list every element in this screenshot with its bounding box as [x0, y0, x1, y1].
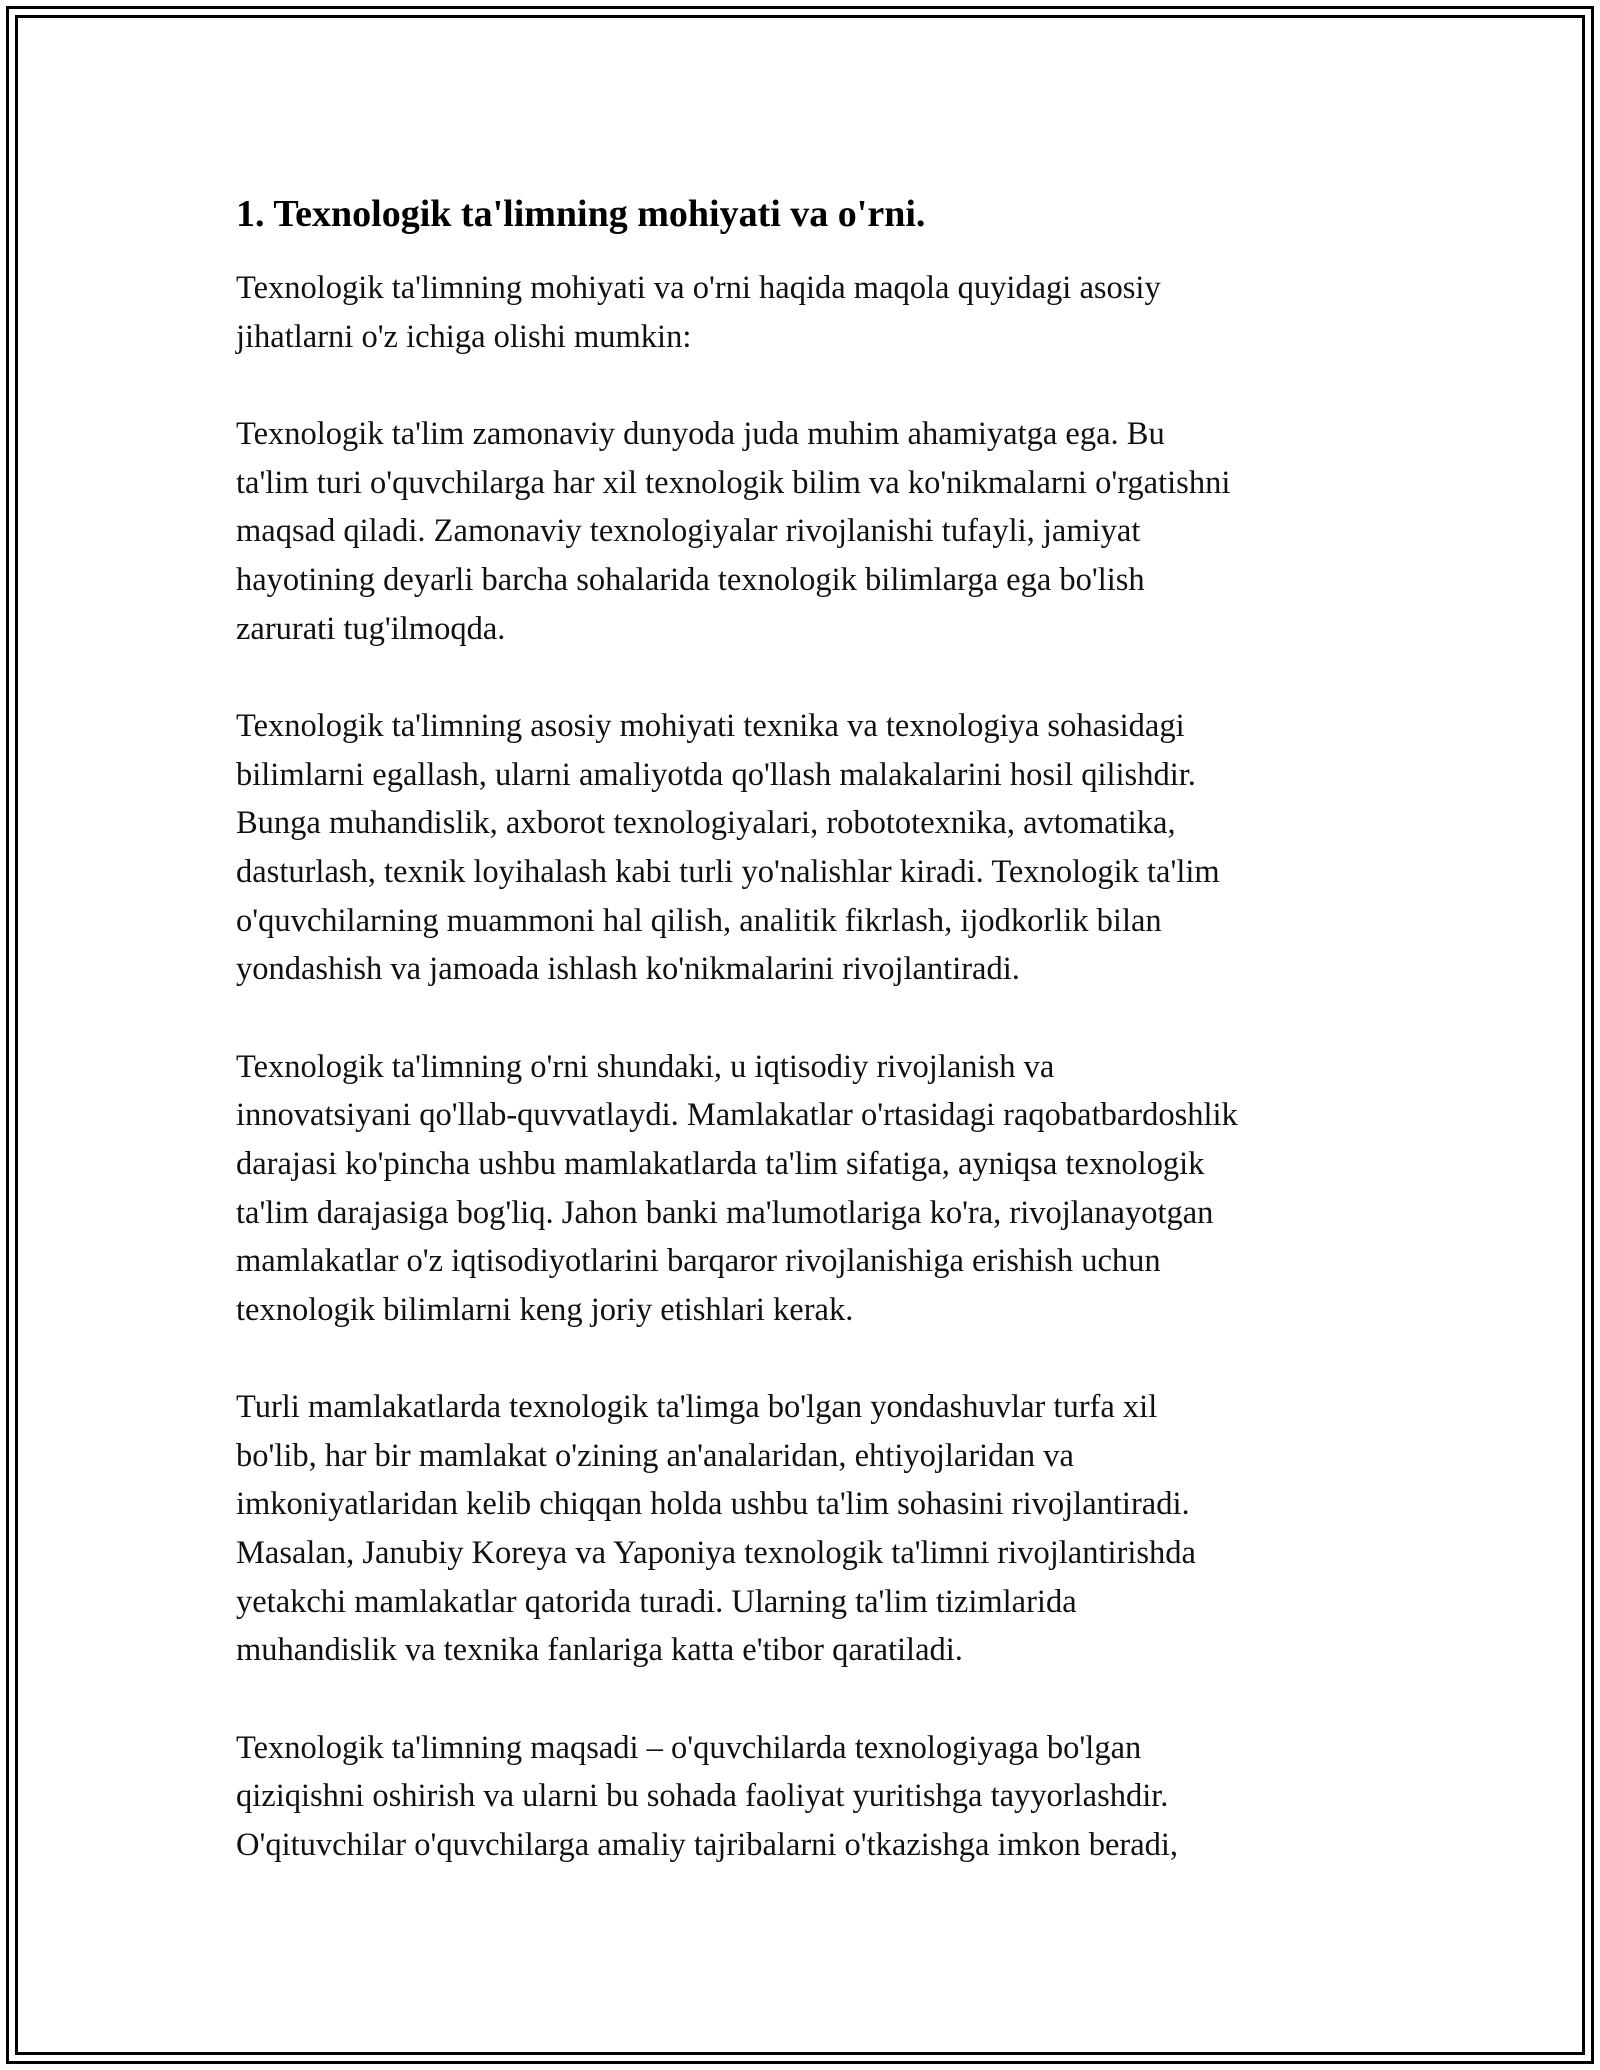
text-line: bo'lib, har bir mamlakat o'zining an'analaridan, ehtiyojlaridan va	[236, 1437, 1074, 1474]
text-line: innovatsiyani qo'llab-quvvatlaydi. Mamlakatlar o'rtasidagi raqobatbardoshlik	[236, 1097, 1238, 1134]
text-line: darajasi ko'pincha ushbu mamlakatlarda ta'lim sifatiga, ayniqsa texnologik	[236, 1145, 1205, 1182]
document-body	[236, 186, 1376, 1919]
text-line: Texnologik ta'limning o'rni shundaki, u iqtisodiy rivojlanish va	[236, 1048, 1055, 1085]
text-line: yondashish va jamoada ishlash ko'nikmalarini rivojlantiradi.	[236, 951, 1020, 988]
paragraph-role	[236, 1043, 1376, 1335]
text-line: imkoniyatlaridan kelib chiqqan holda ushbu ta'lim sohasini rivojlantiradi.	[236, 1486, 1190, 1523]
paragraph-approaches	[236, 1383, 1376, 1675]
text-line: qiziqishni oshirish va ularni bu sohada faoliyat yuritishga tayyorlashdir.	[236, 1778, 1169, 1815]
paragraph-essence	[236, 702, 1376, 994]
text-line: Bunga muhandislik, axborot texnologiyalari, robototexnika, avtomatika,	[236, 805, 1176, 842]
text-line: Masalan, Janubiy Koreya va Yaponiya texnologik ta'limni rivojlantirishda	[236, 1535, 1196, 1572]
text-line: maqsad qiladi. Zamonaviy texnologiyalar rivojlanishi tufayli, jamiyat	[236, 513, 1141, 550]
text-line: bilimlarni egallash, ularni amaliyotda qo'llash malakalarini hosil qilishdir.	[236, 756, 1196, 793]
text-line: Texnologik ta'limning mohiyati va o'rni haqida maqola quyidagi asosiy	[236, 270, 1161, 306]
paragraph-goal	[236, 1724, 1376, 1870]
section-heading: 1. Texnologik ta'limning mohiyati va o'rni.	[236, 193, 926, 235]
text-line: Texnologik ta'limning maqsadi – o'quvchilarda texnologiyaga bo'lgan	[236, 1729, 1142, 1766]
text-line: Turli mamlakatlarda texnologik ta'limga bo'lgan yondashuvlar turfa xil	[236, 1389, 1158, 1426]
text-line: texnologik bilimlarni keng joriy etishlari kerak.	[236, 1291, 854, 1328]
text-line: dasturlash, texnik loyihalash kabi turli yo'nalishlar kiradi. Texnologik ta'lim	[236, 853, 1220, 890]
text-line: zarurati tug'ilmoqda.	[236, 610, 506, 647]
text-line: muhandislik va texnika fanlariga katta e'tibor qaratiladi.	[236, 1632, 963, 1669]
text-line: O'qituvchilar o'quvchilarga amaliy tajribalarni o'tkazishga imkon beradi,	[236, 1827, 1179, 1864]
text-line: mamlakatlar o'z iqtisodiyotlarini barqaror rivojlanishiga erishish uchun	[236, 1243, 1161, 1280]
text-line: jihatlarni o'z ichiga olishi mumkin:	[236, 318, 692, 355]
text-line: o'quvchilarning muammoni hal qilish, analitik fikrlash, ijodkorlik bilan	[236, 902, 1162, 939]
paragraph-intro	[236, 264, 1376, 361]
text-line: ta'lim turi o'quvchilarga har xil texnologik bilim va ko'nikmalarni o'rgatishni	[236, 464, 1231, 501]
text-line: Texnologik ta'limning asosiy mohiyati texnika va texnologiya sohasidagi	[236, 708, 1185, 745]
text-line: Texnologik ta'lim zamonaviy dunyoda juda muhim ahamiyatga ega. Bu	[236, 416, 1165, 453]
text-line: ta'lim darajasiga bog'liq. Jahon banki ma'lumotlariga ko'ra, rivojlanayotgan	[236, 1194, 1214, 1231]
text-line: hayotining deyarli barcha sohalarida texnologik bilimlarga ega bo'lish	[236, 561, 1145, 598]
paragraph-importance	[236, 410, 1376, 653]
text-line: yetakchi mamlakatlar qatorida turadi. Ularning ta'lim tizimlarida	[236, 1583, 1077, 1620]
